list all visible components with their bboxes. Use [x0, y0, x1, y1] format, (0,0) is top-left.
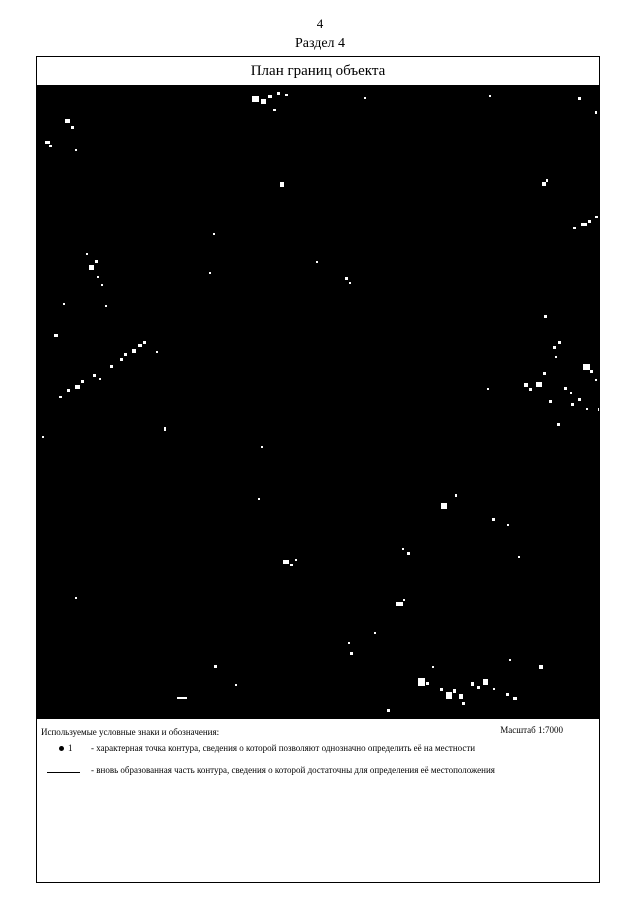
- section-title: Раздел 4: [294, 36, 346, 51]
- plan-title: План границ объекта: [37, 57, 599, 86]
- map-scale: Масштаб 1:7000: [500, 725, 563, 735]
- legend-item-text: - характерная точка контура, сведения о которой позволяют однозначно определить её на местности: [91, 743, 476, 753]
- line-symbol-icon: [47, 772, 80, 773]
- point-symbol-number: 1: [68, 743, 73, 753]
- map-speckles: [37, 86, 599, 719]
- point-symbol-icon: [59, 746, 64, 751]
- page-number: 4: [316, 16, 324, 31]
- legend-header: Используемые условные знаки и обозначения:: [41, 727, 220, 737]
- plan-frame: [36, 56, 600, 883]
- plan-map: [37, 86, 599, 719]
- legend-item-text: - вновь образованная часть контура, сведения о которой достаточны для определения её местоположения: [91, 765, 495, 775]
